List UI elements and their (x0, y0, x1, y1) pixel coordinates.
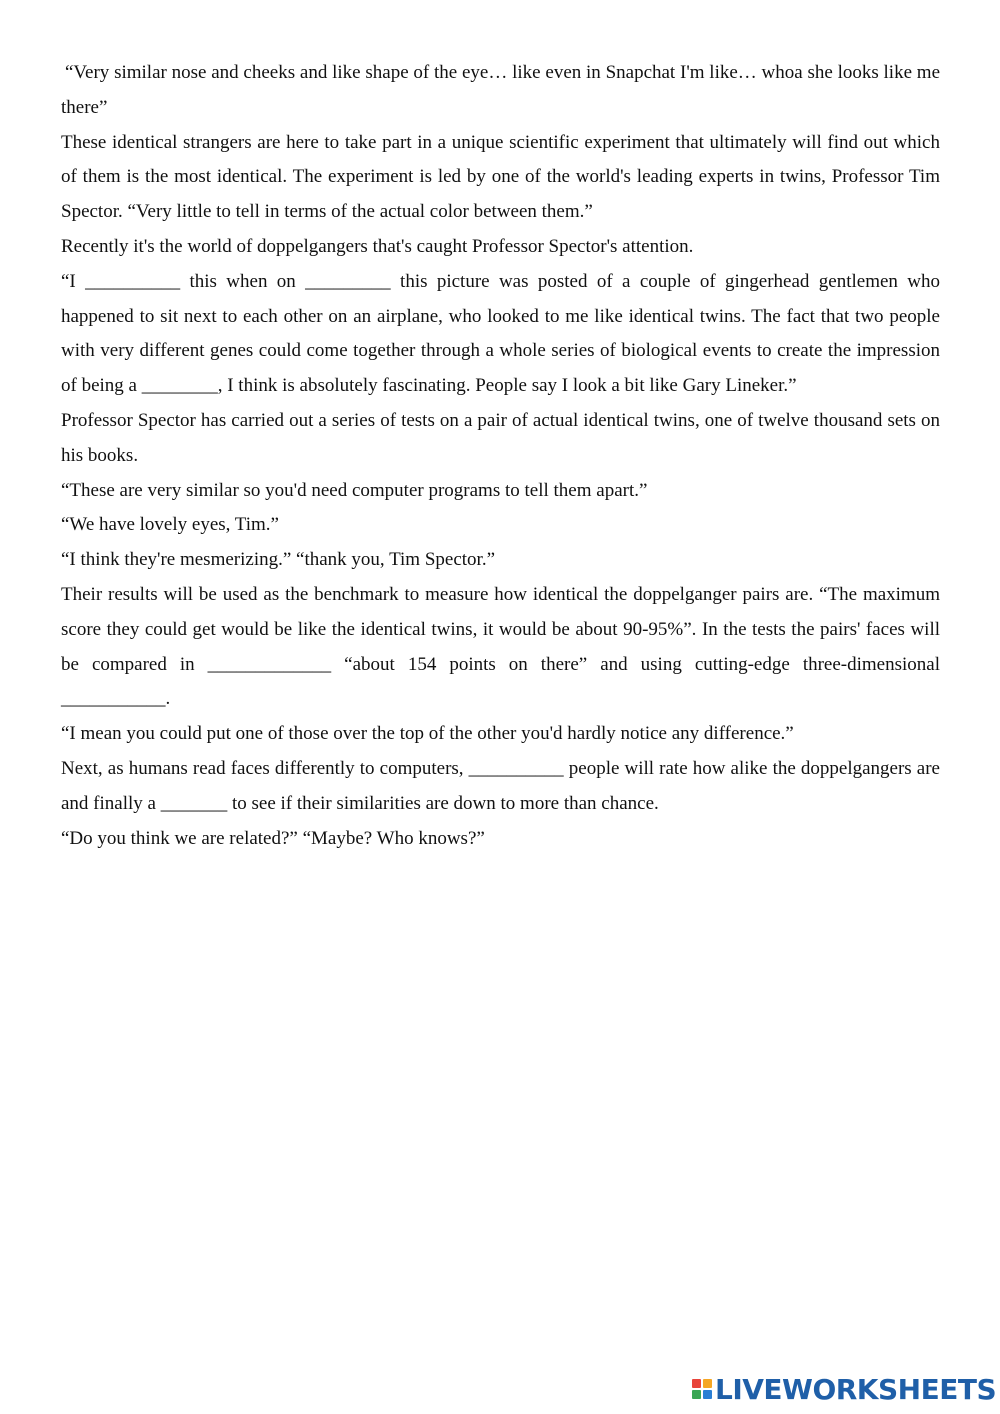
logo-square-3 (692, 1390, 701, 1399)
paragraph-6: “These are very similar so you'd need computer programs to tell them apart.” (61, 479, 648, 501)
logo-text: LIVEWORKSHEETS (715, 1372, 997, 1406)
paragraph-5: Professor Spector has carried out a series of tests on a pair of actual identical twins, one of twelve thousand sets on his books. (61, 409, 940, 466)
paragraph-10: “I mean you could put one of those over the top of the other you'd hardly notice any difference.” (61, 723, 794, 745)
logo-square-1 (692, 1379, 701, 1388)
logo-square-2 (703, 1379, 712, 1388)
paragraph-3: Recently it's the world of doppelgangers that's caught Professor Spector's attention. (61, 235, 694, 257)
paragraph-12: “Do you think we are related?” “Maybe? Who knows?” (61, 827, 485, 849)
paragraph-2: These identical strangers are here to take part in a unique scientific experiment that ultimately will find out which of them is the most identical. The experiment is led by one of the world's leading experts in twins, Professor Tim Spector. “Very little to tell in terms of the actual color between them.” (61, 131, 940, 223)
paragraph-4: “I __________ this when on _________ this picture was posted of a couple of gingerhead gentlemen who happened to sit next to each other on an airplane, who looked to me like identical twins. The fact that two people with very different genes could come together through a whole series of biological events to create the impression of being a ________, I think is absolutely fascinating. People say I look a bit like Gary Lineker.” (61, 270, 940, 397)
paragraph-1: “Very similar nose and cheeks and like shape of the eye… like even in Snapchat I'm like… whoa she looks like me there” (61, 62, 940, 118)
liveworksheets-logo (692, 1372, 996, 1406)
paragraph-7: “We have lovely eyes, Tim.” (61, 514, 279, 536)
liveworksheets-logo-icon (692, 1379, 712, 1399)
paragraph-9: Their results will be used as the benchmark to measure how identical the doppelganger pairs are. “The maximum score they could get would be like the identical twins, it would be about 90-95%”. In the tests the pairs' faces will be compared in _____________ “about 154 points on there” and using cutting-edge three-dimensional ___________. (61, 583, 940, 710)
paragraph-11: Next, as humans read faces differently to computers, __________ people will rate how alike the doppelgangers are and finally a _______ to see if their similarities are down to more than chance. (61, 757, 940, 814)
paragraph-8: “I think they're mesmerizing.” “thank you, Tim Spector.” (61, 549, 496, 571)
logo-square-4 (703, 1390, 712, 1399)
worksheet-text (61, 56, 940, 856)
